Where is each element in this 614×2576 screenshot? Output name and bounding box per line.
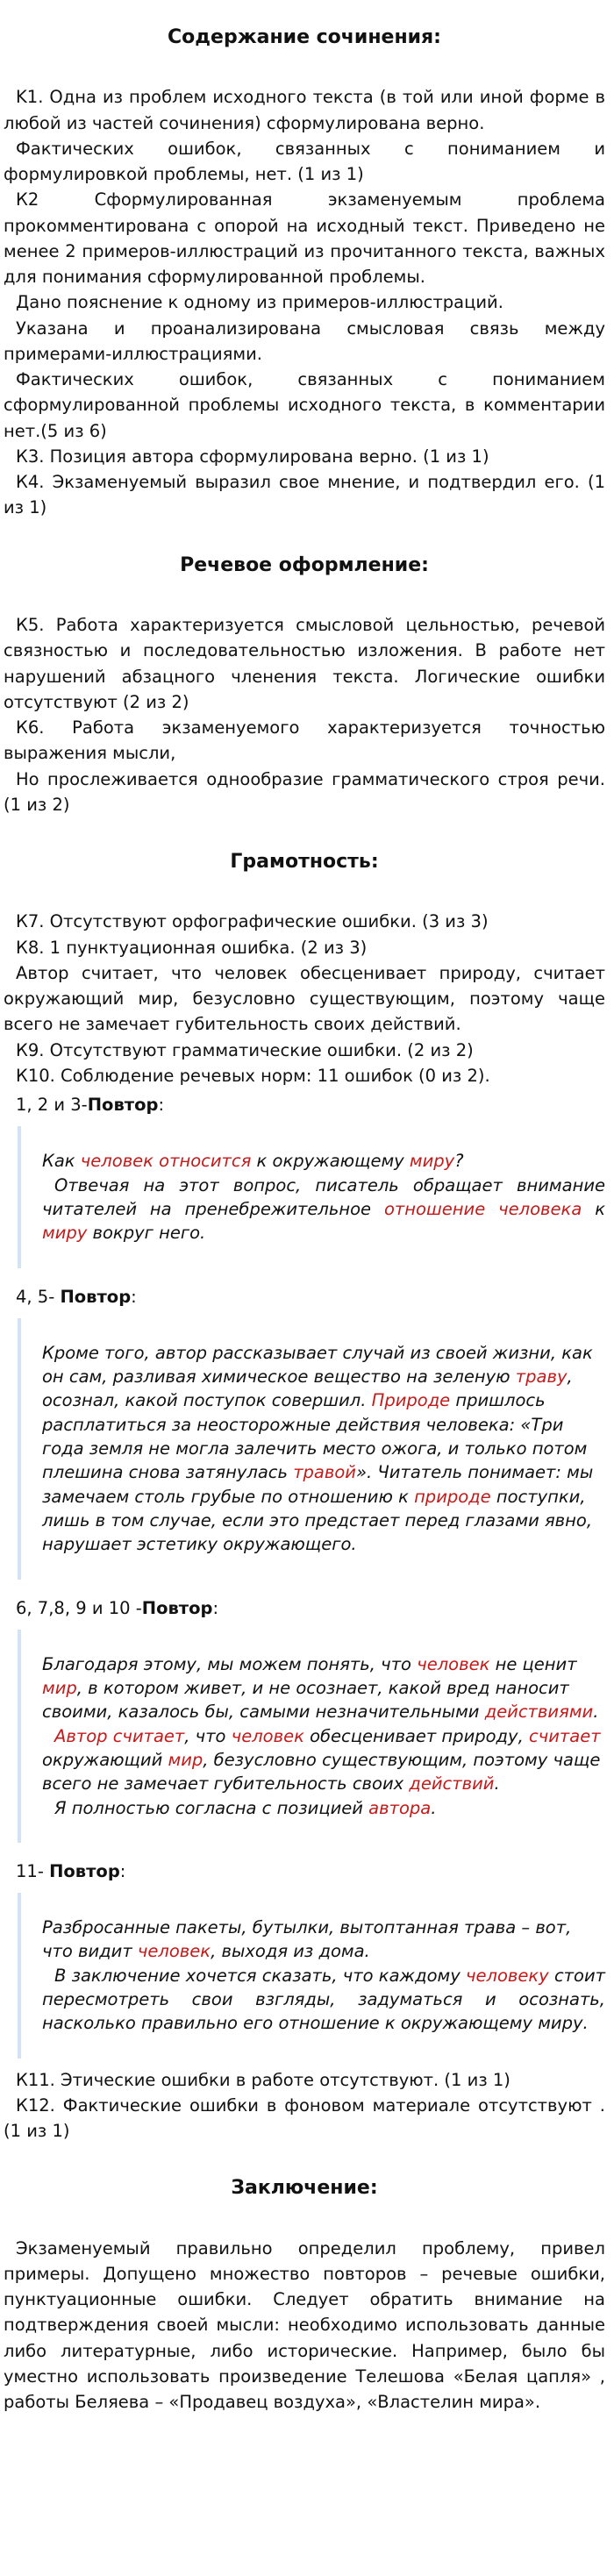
paragraph-k3: К3. Позиция автора сформулирована верно. (1 из 1) (16, 446, 489, 467)
repeat-label-4: 11- Повтор: (16, 1860, 126, 1881)
repeat-label-1: 1, 2 и 3-Повтор: (16, 1095, 165, 1116)
paragraph-k8-example: Автор считает, что человек обесценивает природу, считает окружающий мир, безусловно существующим, поэтому чаще всего не замечает губительность своих действий. (4, 962, 605, 1035)
paragraph-k1: K1. Одна из проблем исходного текста (в той или иной форме в любой из частей сочинения) сформулирована верно. (4, 87, 605, 133)
paragraph-k2-link: Указана и проанализирована смысловая связь между примерами-иллюстрациями. (4, 318, 605, 364)
quote-3-line-2: Автор считает, что человек обесценивает природу, считает окружающий мир, безусловно существующим, поэтому чаще всего не замечает губительность своих действий. (42, 1725, 601, 1795)
repeat-label-2: 4, 5- Повтор: (16, 1286, 137, 1307)
paragraph-k1-facts: Фактических ошибок, связанных с пониманием и формулировкой проблемы, нет. (1 из 1) (4, 138, 605, 185)
paragraph-k2: К2 Сформулированная экзаменуемым проблема прокомментирована с опорой на исходный текст. Приведено не менее 2 примеров-иллюстраций из прочитанного текста, важных для понимания сформулированной проблемы. (4, 189, 605, 288)
quote-3-line-3: Я полностью согласна с позицией автора. (54, 1797, 437, 1818)
quote-2-text: Кроме того, автор рассказывает случай из своей жизни, как он сам, разливая химическое вещество на зеленую траву, осознал, какой поступок совершил. Природе пришлось расплатиться за неосторожные действия человека: «Три года земля не могла залечить место ожога, и только потом плешина снова затянулась травой». Читатель понимает: мы замечаем столь грубые по отношению к природе поступки, лишь в том случае, если это предстает перед глазами явно, нарушает эстетику окружающего. (42, 1342, 594, 1555)
paragraph-conclusion: Экзаменуемый правильно определил проблему, привел примеры. Допущено множество повторов – речевые ошибки, пунктуационные ошибки. Следует обратить внимание на подтверждения своей мысли: необходимо использовать данные либо литературные, либо исторические. Например, было бы уместно использовать произведение Телешова «Белая цапля» , работы Беляева – «Продавец воздуха», «Властелин мира». (4, 2237, 605, 2413)
section-title-speech: Речевое оформление: (180, 553, 429, 576)
paragraph-k4: К4. Экзаменуемый выразил свое мнение, и подтвердил его. (1 из 1) (4, 472, 605, 518)
paragraph-k6: К6. Работа экзаменуемого характеризуется точностью выражения мысли, (4, 717, 605, 764)
repeat-label-3: 6, 7,8, 9 и 10 -Повтор: (16, 1597, 219, 1618)
quote-4-line-2: В заключение хочется сказать, что каждому человеку стоит пересмотреть свои взгляды, задуматься и осознать, насколько правильно его отношение к окружающему миру. (42, 1965, 605, 2034)
paragraph-k10: К10. Соблюдение речевых норм: 11 ошибок (0 из 2). (16, 1065, 490, 1086)
section-title-content: Содержание сочинения: (168, 26, 441, 48)
section-title-literacy: Грамотность: (230, 851, 379, 874)
paragraph-k12: К12. Фактические ошибки в фоновом материале отсутствуют . (1 из 1) (4, 2094, 605, 2142)
quote-1-line-2: Отвечая на этот вопрос, писатель обращает внимание читателей на пренебрежительное отношение человека к миру вокруг него. (42, 1174, 605, 1244)
section-title-conclusion: Заключение: (231, 2177, 378, 2200)
quote-4-line-1: Разбросанные пакеты, бутылки, вытоптанная трава – вот, что видит человек, выходя из дома. (42, 1917, 572, 1962)
paragraph-k7: К7. Отсутствуют орфографические ошибки. (3 из 3) (16, 911, 489, 932)
quote-1-line-1: Как человек относится к окружающему миру? (42, 1151, 464, 1172)
quote-3-line-1: Благодаря этому, мы можем понять, что человек не ценит мир, в котором живет, и не осознает, какой вред наносит своими, казалось бы, самыми незначительными действиями. (42, 1653, 599, 1723)
quote-block-4 (18, 1893, 605, 2058)
paragraph-k5: К5. Работа характеризуется смысловой цельностью, речевой связностью и последовательностью изложения. В работе нет нарушений абзацного членения текста. Логические ошибки отсутствуют (2 из 2) (4, 615, 605, 712)
paragraph-k11: К11. Этические ошибки в работе отсутствуют. (1 из 1) (16, 2069, 510, 2090)
paragraph-k2-explanation: Дано пояснение к одному из примеров-иллюстраций. (16, 292, 503, 313)
paragraph-k2-facts: Фактических ошибок, связанных с пониманием сформулированной проблемы исходного текста, в комментарии нет.(5 из 6) (4, 369, 605, 441)
paragraph-k6-grammar: Но прослеживается однообразие грамматического строя речи.(1 из 2) (4, 768, 605, 815)
paragraph-k8: К8. 1 пунктуационная ошибка. (2 из 3) (16, 937, 368, 958)
quote-block-3 (18, 1630, 605, 1843)
paragraph-k9: К9. Отсутствуют грамматические ошибки. (2 из 2) (16, 1039, 474, 1060)
quote-block-1 (18, 1126, 605, 1267)
quote-block-2 (18, 1318, 605, 1580)
